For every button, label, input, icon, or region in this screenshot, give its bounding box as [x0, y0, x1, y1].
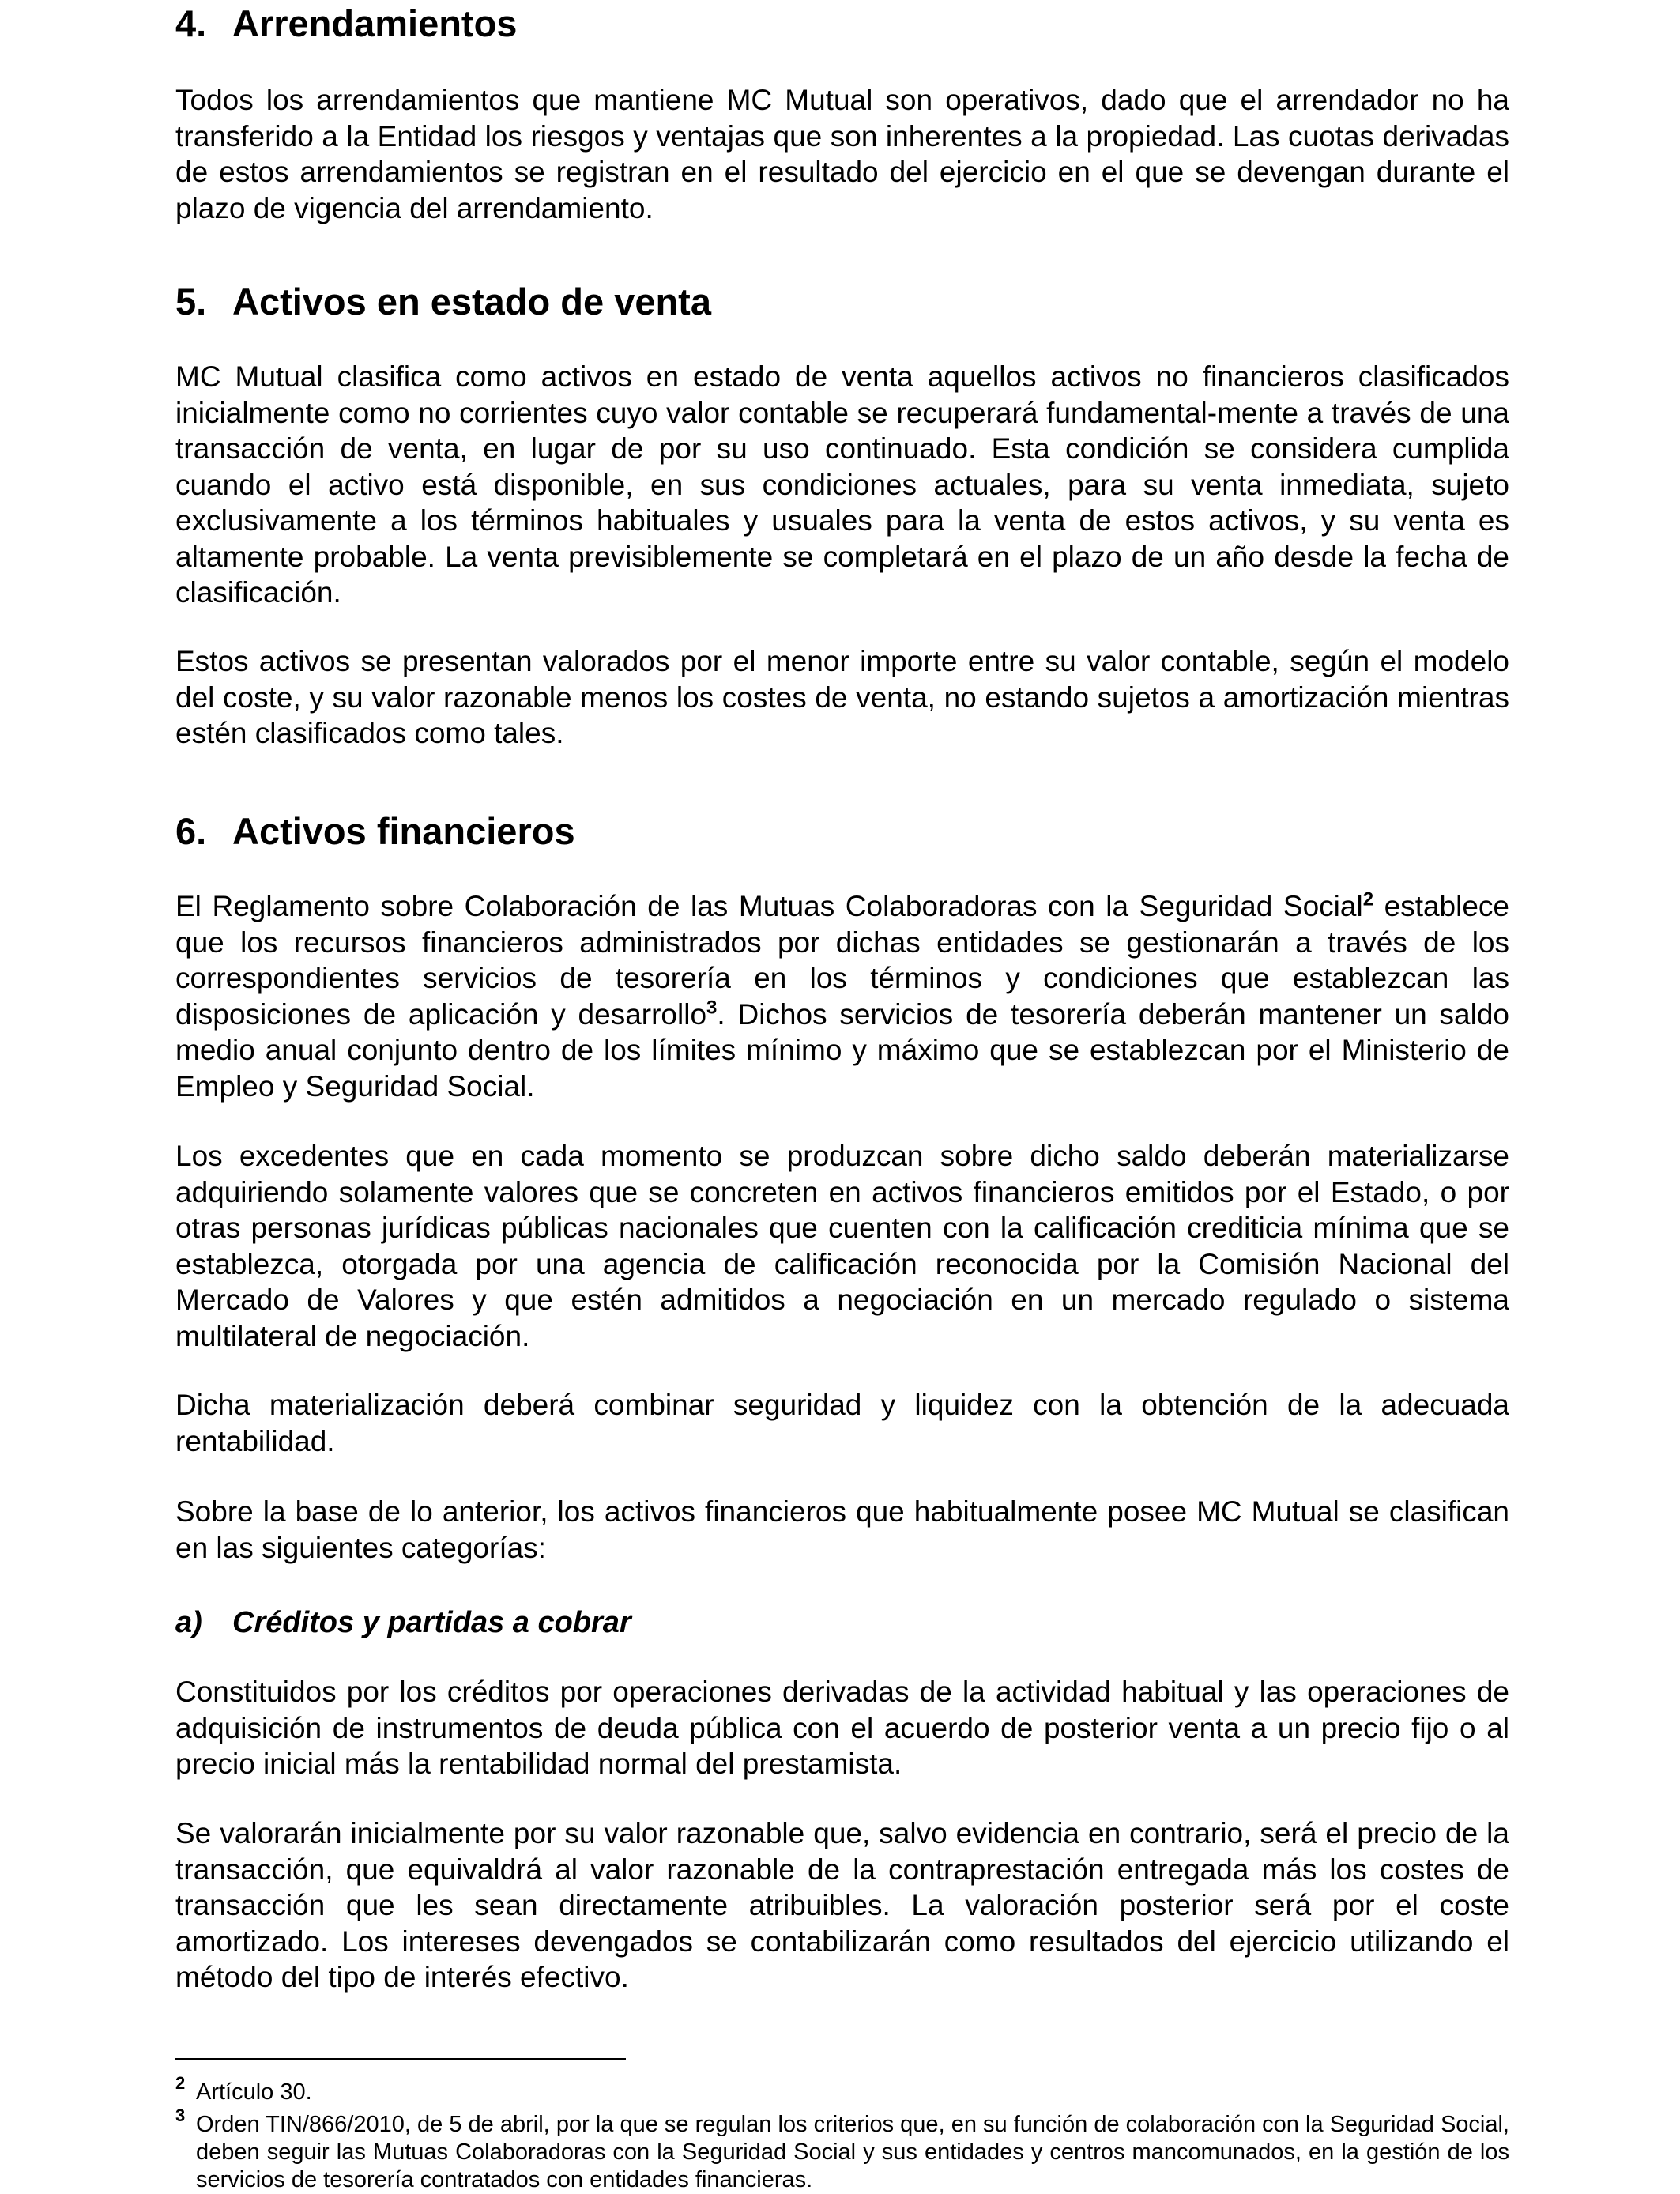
footnote-text: Orden TIN/866/2010, de 5 de abril, por la que se regulan los criterios que, en su función de colaboración con la Seguridad Social, deben seguir las Mutuas Colaboradoras con la Seguridad Social y sus entidades y centros mancomunados, en la gestión de los servicios de tesorería contratados con entidades financieras. [196, 2112, 1509, 2192]
paragraph-text: . Dichos servicios de tesorería deberán mantener un saldo medio anual conjunto dentro de los límites mínimo y máximo que se establezcan por el Ministerio de Empleo y Seguridad Social. [175, 997, 1510, 1103]
paragraph: MC Mutual clasifica como activos en estado de venta aquellos activos no financieros clasificados inicialmente como no corrientes cuyo valor contable se recuperará fundamental-mente a través de una transacción de venta, en lugar de por su uso continuado. Esta condición se considera cumplida cuando el activo está disponible, en sus condiciones actuales, para su venta inmediata, sujeto exclusivamente a los términos habituales y usuales para la venta de estos activos, y su venta es altamente probable. La venta previsiblemente se completará en el plazo de un año desde la fecha de clasificación. [175, 360, 1509, 609]
footnote-ref-3[interactable]: 3 [706, 997, 718, 1019]
paragraph: Estos activos se presentan valorados por el menor importe entre su valor contable, según el modelo del coste, y su valor razonable menos los costes de venta, no estando sujetos a amortización mientras estén clasificados como tales. [175, 645, 1509, 749]
paragraph: Sobre la base de lo anterior, los activos financieros que habitualmente posee MC Mutual se clasifican en las siguientes categorías: [175, 1495, 1509, 1564]
subsection-heading-a [175, 1604, 631, 1641]
section-number: 4. [175, 2, 207, 44]
section-title: Arrendamientos [232, 2, 518, 44]
paragraph-text: El Reglamento sobre Colaboración de las Mutuas Colaboradoras con la Seguridad Social [175, 890, 1363, 922]
subsection-title: Créditos y partidas a cobrar [232, 1606, 631, 1639]
paragraph: Todos los arrendamientos que mantiene MC Mutual son operativos, dado que el arrendador no ha transferido a la Entidad los riesgos y ventajas que son inherentes a la propiedad. Las cuotas derivadas de estos arrendamientos se registran en el resultado del ejercicio en el que se devengan durante el plazo de vigencia del arrendamiento. [175, 84, 1509, 224]
paragraph-with-footnote-refs [175, 888, 1509, 1104]
section-title: Activos en estado de venta [232, 281, 711, 322]
footnote-2 [175, 2073, 1509, 2106]
footnote-text: Artículo 30. [196, 2079, 312, 2105]
paragraph: Los excedentes que en cada momento se produzcan sobre dicho saldo deberán materializarse adquiriendo solamente valores que se concreten en activos financieros emitidos por el Estado, o por otras personas jurídicas públicas nacionales que cuenten con la calificación crediticia mínima que se establezca, otorgada por una agencia de calificación reconocida por la Comisión Nacional del Mercado de Valores y que estén admitidos a negociación en un mercado regulado o sistema multilateral de negociación. [175, 1140, 1509, 1352]
paragraph-text: establece que los recursos financieros administrados por dichas entidades se gestionarán a través de los correspondientes servicios de tesorería en los términos y condiciones que establezcan las disposiciones de aplicación y desarrollo [175, 890, 1510, 1031]
section-number: 6. [175, 810, 207, 852]
section-number: 5. [175, 281, 207, 322]
footnote-separator [175, 2058, 626, 2060]
paragraph: Constituidos por los créditos por operaciones derivadas de la actividad habitual y las operaciones de adquisición de instrumentos de deuda pública con el acuerdo de posterior venta a un precio fijo o al precio inicial más la rentabilidad normal del prestamista. [175, 1676, 1509, 1780]
footnote-number: 3 [175, 2105, 186, 2125]
footnote-3 [175, 2105, 1509, 2194]
footnote-ref-2[interactable]: 2 [1362, 888, 1374, 910]
paragraph: Se valorarán inicialmente por su valor razonable que, salvo evidencia en contrario, será el precio de la transacción, que equivaldrá al valor razonable de la contraprestación entregada más los costes de transacción que les sean directamente atribuibles. La valoración posterior será por el coste amortizado. Los intereses devengados se contabilizarán como resultados del ejercicio utilizando el método del tipo de interés efectivo. [175, 1817, 1509, 1993]
subsection-label: a) [175, 1606, 202, 1639]
section-heading-5 [175, 280, 711, 324]
section-heading-6 [175, 809, 575, 854]
section-heading-4 [175, 2, 517, 46]
section-title: Activos financieros [232, 810, 575, 852]
paragraph: Dicha materialización deberá combinar seguridad y liquidez con la obtención de la adecuada rentabilidad. [175, 1389, 1509, 1457]
footnote-number: 2 [175, 2073, 186, 2093]
